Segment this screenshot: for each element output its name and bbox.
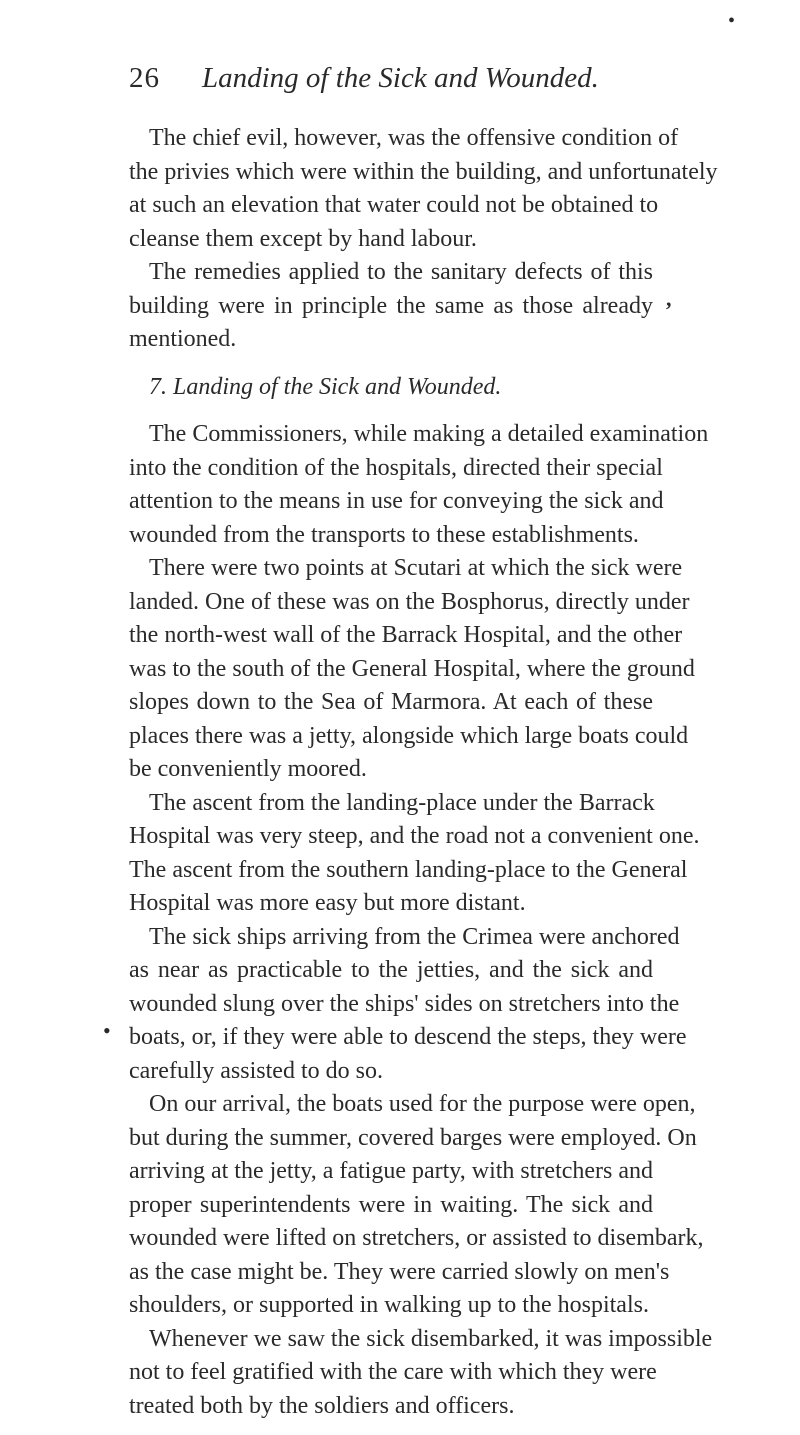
text-line: places there was a jetty, alongside which large boats could bbox=[129, 722, 689, 749]
text-line: as the case might be. They were carried slowly on men's bbox=[129, 1258, 670, 1285]
margin-dot-top: • bbox=[728, 10, 736, 32]
paragraph-ascent bbox=[129, 787, 700, 921]
text-line: The ascent from the landing-place under the Barrack bbox=[149, 789, 655, 816]
text-line: mentioned. bbox=[129, 326, 237, 352]
margin-dot-left: • bbox=[103, 1018, 111, 1043]
text-line: carefully assisted to do so. bbox=[129, 1057, 383, 1084]
text-line: On our arrival, the boats used for the purpose were open, bbox=[149, 1091, 696, 1117]
text-line: was to the south of the General Hospital, where the ground bbox=[129, 655, 695, 682]
text-line: not to feel gratified with the care with which they were bbox=[129, 1359, 657, 1385]
text-line: attention to the means in use for conveying the sick and bbox=[129, 488, 664, 514]
text-line: landed. One of these was on the Bosphorus, directly under bbox=[129, 588, 690, 615]
text-line: the north-west wall of the Barrack Hospital, and the other bbox=[129, 622, 683, 648]
section-title: Landing of the Sick and Wounded. bbox=[173, 373, 502, 400]
paragraph-disembarked bbox=[129, 1323, 713, 1424]
paragraph-privies bbox=[129, 122, 718, 256]
text-line: There were two points at Scutari at which the sick were bbox=[149, 555, 683, 581]
text-line: as near as practicable to the jetties, and the sick and bbox=[129, 957, 653, 983]
paragraph-sick-ships bbox=[129, 921, 687, 1089]
text-line: into the condition of the hospitals, directed their special bbox=[129, 454, 663, 481]
text-line: but during the summer, covered barges were employed. On bbox=[129, 1124, 697, 1151]
paragraph-commissioners bbox=[129, 418, 709, 552]
text-line: Whenever we saw the sick disembarked, it was impossible bbox=[149, 1325, 713, 1352]
paragraph-remedies bbox=[129, 256, 653, 357]
text-line: building were in principle the same as those already bbox=[129, 292, 653, 319]
text-line: wounded slung over the ships' sides on stretchers into the bbox=[129, 990, 680, 1017]
text-line: wounded were lifted on stretchers, or assisted to disembark, bbox=[129, 1225, 704, 1251]
page-number: 26 bbox=[129, 62, 160, 94]
text-line: The Commissioners, while making a detailed examination bbox=[149, 421, 709, 447]
text-line: Hospital was very steep, and the road not a convenient one. bbox=[129, 823, 700, 849]
text-line: shoulders, or supported in walking up to the hospitals. bbox=[129, 1292, 649, 1318]
running-head: Landing of the Sick and Wounded. bbox=[202, 62, 599, 94]
text-line: the privies which were within the building, and unfortunately bbox=[129, 158, 718, 185]
paragraph-landing-points bbox=[129, 552, 695, 787]
text-line: wounded from the transports to these establishments. bbox=[129, 521, 639, 548]
paragraph-arrival bbox=[129, 1088, 704, 1323]
text-line: be conveniently moored. bbox=[129, 756, 367, 782]
margin-comma-mark: , bbox=[666, 286, 672, 311]
text-line: slopes down to the Sea of Marmora. At each of these bbox=[129, 689, 653, 715]
body-text bbox=[129, 122, 718, 1423]
text-line: The remedies applied to the sanitary defects of this bbox=[149, 259, 653, 285]
text-line: treated both by the soldiers and officers. bbox=[129, 1392, 515, 1419]
text-line: proper superintendents were in waiting. The sick and bbox=[129, 1191, 653, 1218]
text-line: The chief evil, however, was the offensive condition of bbox=[149, 125, 679, 151]
section-heading bbox=[129, 371, 653, 405]
text-line: Hospital was more easy but more distant. bbox=[129, 890, 526, 916]
text-line: The sick ships arriving from the Crimea were anchored bbox=[149, 923, 680, 950]
text-line: arriving at the jetty, a fatigue party, with stretchers and bbox=[129, 1158, 654, 1184]
text-line: cleanse them except by hand labour. bbox=[129, 225, 477, 252]
text-line: The ascent from the southern landing-place to the General bbox=[129, 856, 688, 883]
text-line: at such an elevation that water could not be obtained to bbox=[129, 192, 659, 218]
text-line: boats, or, if they were able to descend the steps, they were bbox=[129, 1024, 687, 1050]
page-header bbox=[129, 62, 729, 102]
section-number: 7. bbox=[149, 373, 167, 400]
